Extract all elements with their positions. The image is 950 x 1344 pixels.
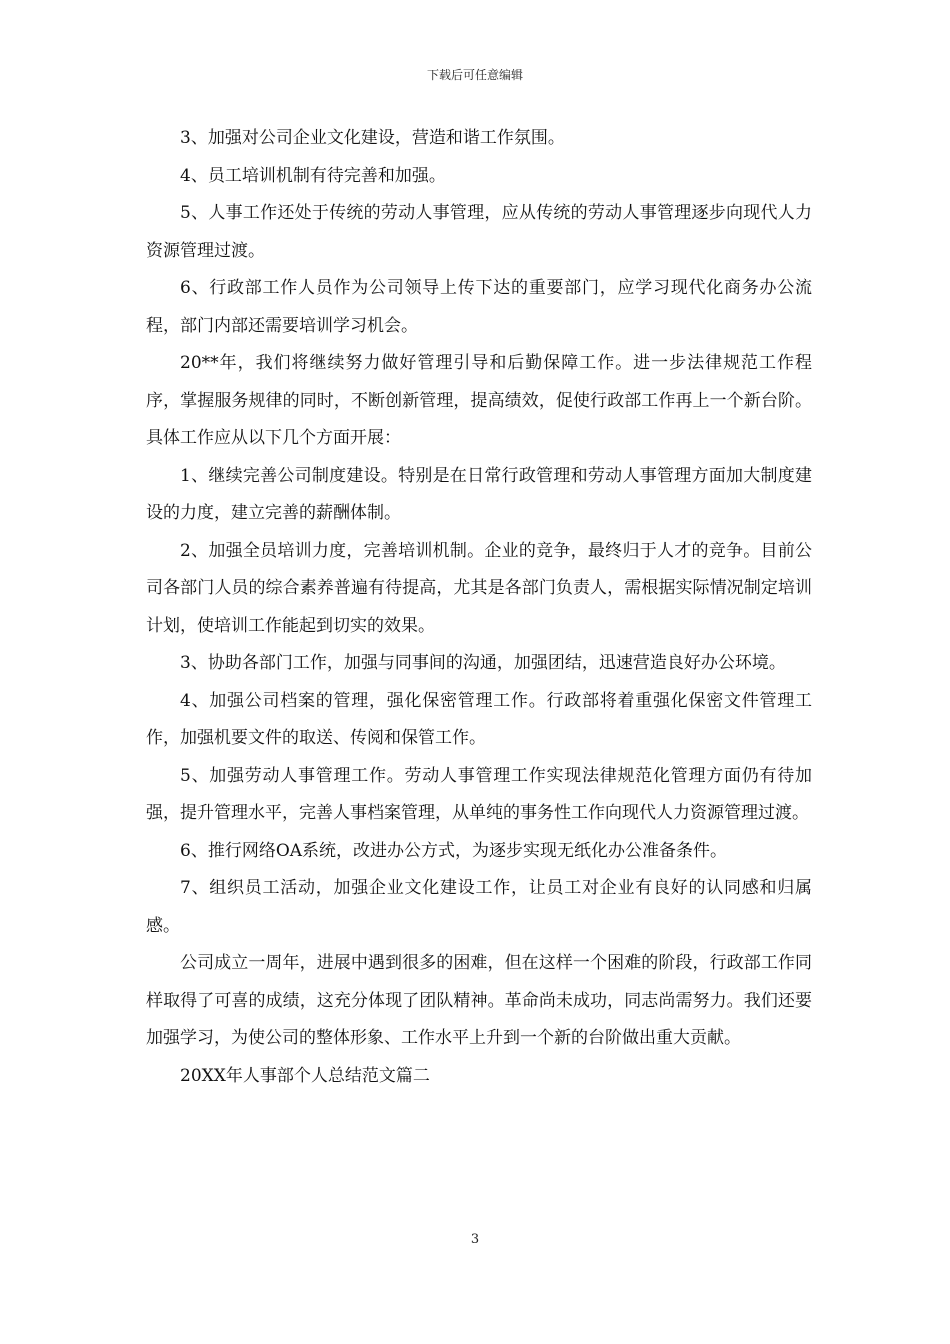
paragraph: 3、协助各部门工作，加强与同事间的沟通，加强团结，迅速营造良好办公环境。 [180, 653, 786, 673]
paragraph: 6、推行网络OA系统，改进办公方式，为逐步实现无纸化办公准备条件。 [180, 840, 728, 861]
page-header: 下载后可任意编辑 [426, 68, 523, 82]
paragraph: 20**年，我们将继续努力做好管理引导和后勤保障工作。进一步法律规范工作程序，掌握服务规律的同时，不断创新管理，提高绩效，促使行政部工作再上一个新台阶。具体工作应从以下几个方面开展： [146, 353, 812, 448]
paragraph: 2、加强全员培训力度，完善培训机制。企业的竞争，最终归于人才的竞争。目前公司各部门人员的综合素养普遍有待提高，尤其是各部门负责人，需根据实际情况制定培训计划，使培训工作能起到切实的效果。 [146, 540, 812, 636]
paragraph: 6、行政部工作人员作为公司领导上传下达的重要部门，应学习现代化商务办公流程，部门内部还需要培训学习机会。 [146, 278, 812, 336]
paragraph: 7、组织员工活动，加强企业文化建设工作，让员工对企业有良好的认同感和归属感。 [146, 878, 812, 936]
section-heading: 20XX年人事部个人总结范文篇二 [180, 1065, 430, 1086]
document-body [146, 120, 812, 1095]
paragraph: 1、继续完善公司制度建设。特别是在日常行政管理和劳动人事管理方面加大制度建设的力度，建立完善的薪酬体制。 [146, 465, 812, 523]
paragraph: 公司成立一周年，进展中遇到很多的困难，但在这样一个困难的阶段，行政部工作同样取得了可喜的成绩，这充分体现了团队精神。革命尚未成功，同志尚需努力。我们还要加强学习，为使公司的整体形象、工作水平上升到一个新的台阶做出重大贡献。 [146, 953, 812, 1048]
paragraph: 5、人事工作还处于传统的劳动人事管理，应从传统的劳动人事管理逐步向现代人力资源管理过渡。 [146, 203, 812, 261]
paragraph: 4、加强公司档案的管理，强化保密管理工作。行政部将着重强化保密文件管理工作，加强机要文件的取送、传阅和保管工作。 [146, 690, 812, 748]
paragraph: 4、员工培训机制有待完善和加强。 [180, 165, 446, 186]
page-number: 3 [470, 1232, 480, 1247]
paragraph: 3、加强对公司企业文化建设，营造和谐工作氛围。 [180, 128, 565, 148]
paragraph: 5、加强劳动人事管理工作。劳动人事管理工作实现法律规范化管理方面仍有待加强，提升管理水平，完善人事档案管理，从单纯的事务性工作向现代人力资源管理过渡。 [146, 765, 812, 823]
